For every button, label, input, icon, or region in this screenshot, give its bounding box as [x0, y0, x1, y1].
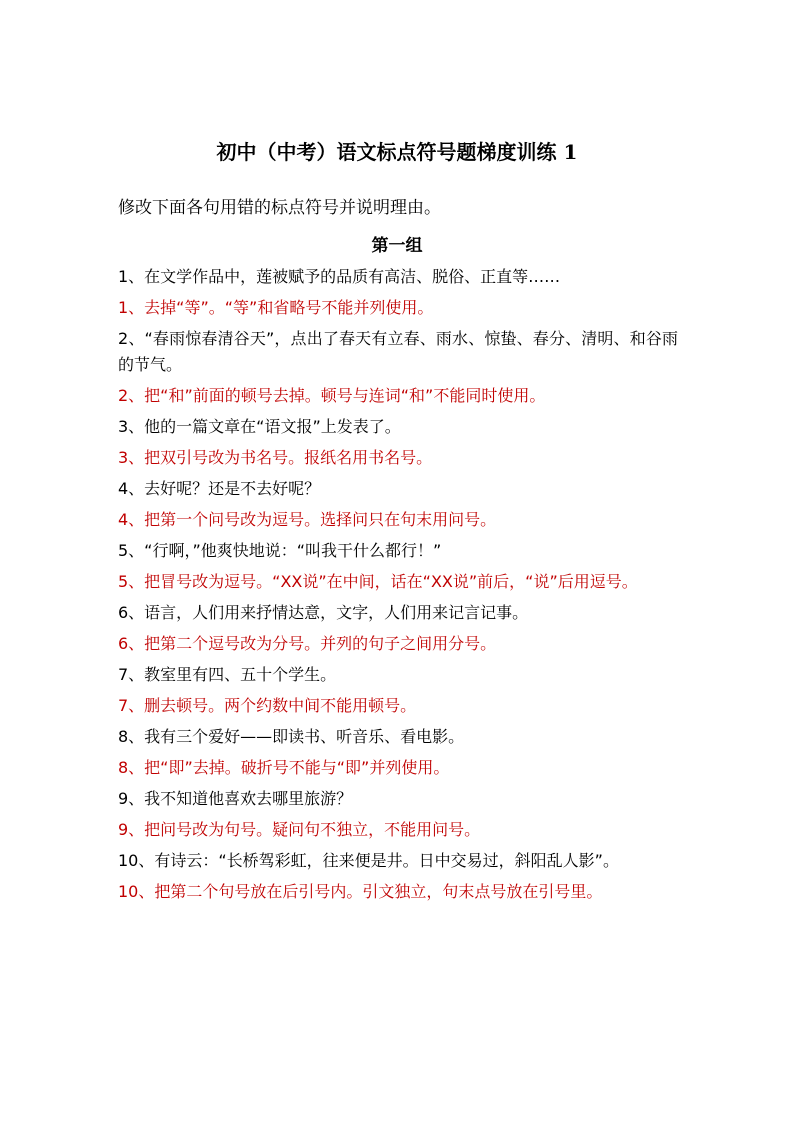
question-8: 8、我有三个爱好——即读书、听音乐、看电影。 — [118, 727, 465, 746]
exercise-list — [118, 264, 678, 910]
question-2: 2、“春雨惊春清谷天”，点出了春天有立春、雨水、惊蛰、春分、清明、和谷雨的节气。 — [118, 329, 678, 374]
question-10: 10、有诗云：“长桥驾彩虹，往来便是井。日中交易过，斜阳乱人影”。 — [118, 851, 619, 870]
answer-7: 7、删去顿号。两个约数中间不能用顿号。 — [118, 696, 417, 715]
document-title: 初中（中考）语文标点符号题梯度训练 1 — [216, 140, 578, 164]
answer-3: 3、把双引号改为书名号。报纸名用书名号。 — [118, 448, 433, 467]
answer-10: 10、把第二个句号放在后引号内。引文独立，句末点号放在引号里。 — [118, 882, 603, 901]
answer-8: 8、把“即”去掉。破折号不能与“即”并列使用。 — [118, 758, 450, 777]
answer-4: 4、把第一个问号改为逗号。选择问只在句末用问号。 — [118, 510, 497, 529]
answer-5: 5、把冒号改为逗号。“XX说”在中间，话在“XX说”前后，“说”后用逗号。 — [118, 572, 638, 591]
answer-1: 1、去掉“等”。“等”和省略号不能并列使用。 — [118, 298, 434, 317]
answer-6: 6、把第二个逗号改为分号。并列的句子之间用分号。 — [118, 634, 497, 653]
answer-2: 2、把“和”前面的顿号去掉。顿号与连词“和”不能同时使用。 — [118, 386, 546, 405]
question-7: 7、教室里有四、五十个学生。 — [118, 665, 337, 684]
question-4: 4、去好呢？还是不去好呢？ — [118, 479, 321, 498]
question-5: 5、“行啊，”他爽快地说：“叫我干什么都行！” — [118, 541, 442, 560]
group-heading: 第一组 — [371, 236, 423, 256]
question-3: 3、他的一篇文章在“语文报”上发表了。 — [118, 417, 401, 436]
question-6: 6、语言，人们用来抒情达意，文字，人们用来记言记事。 — [118, 603, 529, 622]
question-9: 9、我不知道他喜欢去哪里旅游？ — [118, 789, 353, 808]
question-1: 1、在文学作品中，莲被赋予的品质有高洁、脱俗、正直等…… — [118, 267, 561, 286]
answer-9: 9、把问号改为句号。疑问句不独立，不能用问号。 — [118, 820, 481, 839]
instruction-text: 修改下面各句用错的标点符号并说明理由。 — [118, 198, 441, 218]
